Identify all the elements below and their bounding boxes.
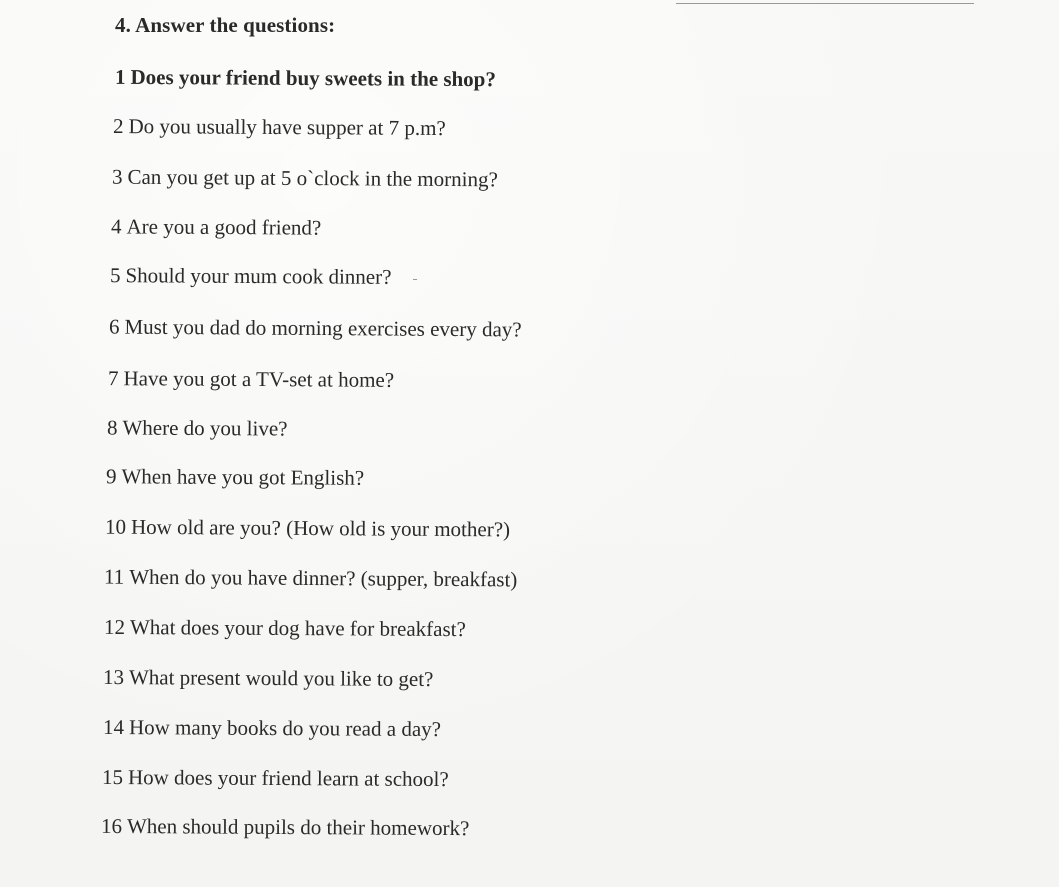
question-2 — [113, 114, 446, 140]
question-text: When have you got English? — [121, 464, 365, 490]
question-15 — [102, 765, 449, 791]
question-9 — [106, 464, 364, 490]
question-10 — [105, 515, 510, 542]
question-7 — [108, 366, 394, 392]
question-text: When should pupils do their homework? — [126, 814, 470, 841]
question-5 — [110, 263, 392, 289]
question-text: Can you get up at 5 o`clock in the morning? — [127, 164, 498, 192]
question-number: 14 — [102, 714, 125, 740]
question-3 — [112, 165, 498, 192]
question-11 — [104, 565, 517, 592]
question-number: 3 — [111, 164, 123, 189]
question-16 — [101, 814, 469, 840]
question-number: 2 — [112, 113, 124, 139]
question-number: 13 — [102, 664, 125, 690]
question-text: Should your mum cook dinner? — [125, 263, 392, 289]
question-text: Must you dad do morning exercises every day? — [124, 314, 522, 342]
question-8 — [107, 415, 288, 440]
question-text: What present would you like to get? — [128, 665, 434, 692]
question-text: Have you got a TV-set at home? — [123, 366, 395, 392]
question-text: Does your friend buy sweets in the shop? — [130, 64, 496, 92]
question-number: 1 — [114, 64, 126, 89]
question-number: 5 — [109, 263, 121, 288]
question-number: 7 — [107, 366, 119, 391]
question-13 — [103, 665, 434, 691]
question-number: 11 — [103, 564, 125, 589]
question-number: 6 — [108, 314, 120, 339]
question-number: 12 — [103, 614, 126, 640]
question-text: Are you a good friend? — [126, 214, 322, 240]
top-divider-line — [676, 3, 974, 4]
question-14 — [103, 715, 441, 741]
question-12 — [104, 615, 466, 641]
question-number: 8 — [106, 415, 118, 440]
question-text: Do you usually have supper at 7 p.m? — [128, 114, 446, 141]
question-4 — [111, 214, 321, 239]
question-1 — [115, 65, 496, 91]
exercise-title: 4. Answer the questions: — [115, 13, 336, 37]
question-number: 9 — [105, 464, 117, 489]
question-text: How many books do you read a day? — [128, 715, 442, 742]
question-text: How does your friend learn at school? — [127, 765, 449, 792]
question-number: 4 — [110, 214, 122, 239]
question-text: How old are you? (How old is your mother?) — [130, 514, 511, 542]
question-number: 15 — [101, 764, 124, 790]
question-number: 16 — [100, 813, 123, 839]
question-number: 10 — [104, 514, 127, 539]
question-6 — [109, 315, 522, 342]
question-text: When do you have dinner? (supper, breakfast) — [129, 564, 518, 592]
stray-pen-mark — [413, 279, 417, 280]
question-text: Where do you live? — [122, 415, 288, 441]
question-text: What does your dog have for breakfast? — [129, 615, 466, 642]
